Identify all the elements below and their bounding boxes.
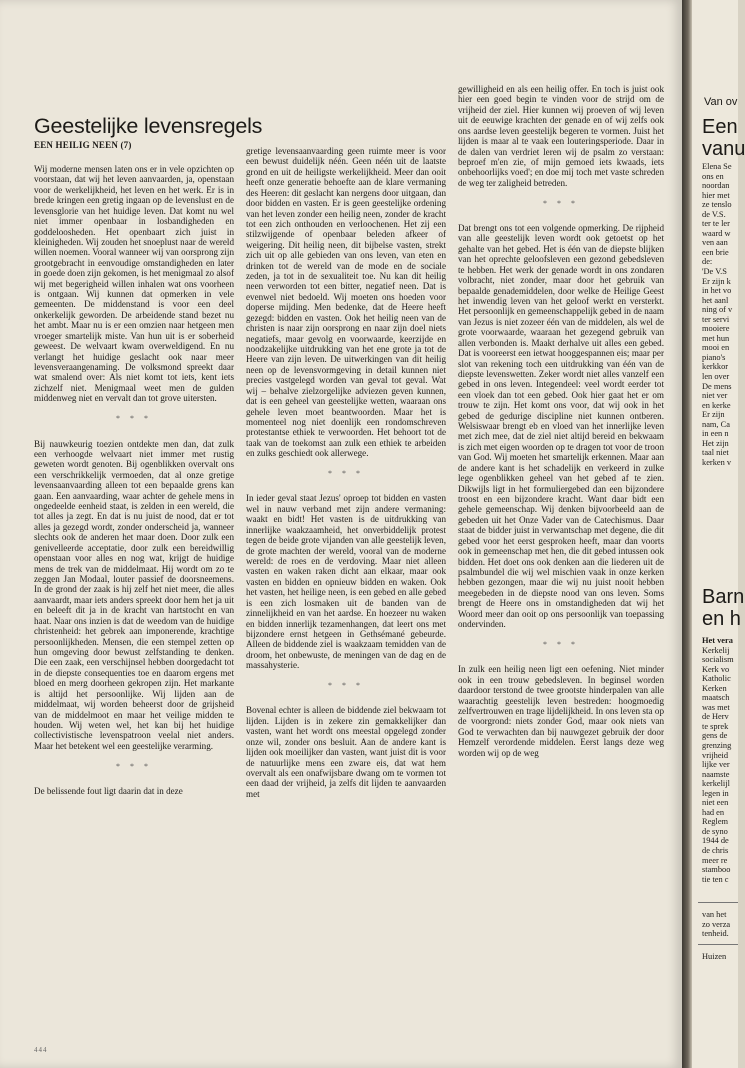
- line-fragment: Het zijn: [702, 438, 729, 448]
- line-fragment: vrijheid: [702, 750, 729, 760]
- line-fragment: het aanl: [702, 295, 729, 305]
- line-fragment: lijke ver: [702, 760, 730, 770]
- paragraph: gretige levensaanvaarding geen ruimte meer is voor een bewust duidelijk néén. Geen néén uit de laatste grond en uit de heiligste werkelijkheid. Meer dan ooit heeft onze generatie behoefte aan de klare vermaning des Heeren: dit geslacht kan nergens door uitgaan, dan door bidden en vasten. Er is geen geestelijke ordening van het leven zonder een heilig neen, zonder de kracht tot een zich onthouden en verloochenen. Het zij een stilzwijgende of openbaar beleden afkeer of weigering. Dit heilig neen, dit bijbelse vasten, strekt zich uit op alle gebieden van ons leven, van eten en drinken tot de wereld van de mode en de sociale zeden, ja tot in de sexualiteit toe. Nu kan dit heilig neen verworden tot een bitter, negatief neen. Dat is evenwel niet bedoeld. Wij moeten ons hoeden voor doperse mijding. Men bedenke, dat de Heere heeft gezegd: bidden en vasten. Ook het heilig neen van de christen is naar zijn oorsprong en naar zijn doel niets negatiefs, maar gevolg en voorwaarde, keerzijde en noodzakelijke uitdrukking van het ene grote ja tot de Heere van zijn leven. De uitwerkingen van dit heilig neen op de levensvormgeving in detail kunnen niet precies vastgelegd worden van geval tot geval. Wat wij – behalve zielzorgelijke adviezen geven kunnen, dat is een geheel van geestelijke wetten, waaraan ons gehele leven moet beantwoorden. Maar het is momenteel nog niet doenlijk een rondomschreven protestantse ethiek te verwoorden. Het behoort tot de taak van de toekomst aan zulk een ethiek te arbeiden en zulks geschiedt ook allerwege.: [246, 146, 446, 459]
- paragraph: Bovenal echter is alleen de biddende ziel bekwaam tot lijden. Lijden is in zekere zin gemakkelijker dan vasten, want het wordt ons meestal opgelegd zonder onze wil, zonder ons besluit. Aan de andere kant is lijden ook moeilijker dan vasten, want juist dit is voor de natuurlijke mens een zware eis, dat wat hem overvalt als een onafwijsbare dwang om te vormen tot een daad der vrijheid, ja zelfs dit lijden te aanvaarden met: [246, 705, 446, 799]
- line-fragment: ven aan: [702, 238, 728, 248]
- line-fragment: met hun: [702, 333, 730, 343]
- article-title: Geestelijke levensregels: [34, 114, 263, 138]
- line-fragment: de Herv: [702, 712, 729, 722]
- line-fragment: ze tenslo: [702, 200, 732, 210]
- line-fragment: meer re: [702, 855, 728, 865]
- line-fragment: naamste: [702, 769, 730, 779]
- line-fragment: tie ten c: [702, 874, 729, 884]
- line-fragment: 'De V.S: [702, 267, 727, 277]
- line-fragment: niet een: [702, 798, 729, 808]
- line-fragment: zo verza: [702, 919, 731, 929]
- line-fragment: Huizen: [702, 952, 727, 961]
- line-fragment: in het vo: [702, 286, 732, 296]
- paragraph: De belissende fout ligt daarin dat in deze: [34, 786, 183, 797]
- line-fragment: socialism: [702, 655, 734, 665]
- right-column-d: [702, 952, 726, 962]
- section-separator: * * *: [116, 414, 152, 424]
- book-gutter: [682, 0, 692, 1068]
- headline-line: Barn: [702, 586, 745, 608]
- headline-line: Een: [702, 116, 738, 138]
- line-fragment: hier met: [702, 190, 730, 200]
- line-fragment: Er zijn k: [702, 276, 731, 286]
- line-fragment: Elena Se: [702, 162, 732, 171]
- line-fragment: Het vera: [702, 636, 733, 645]
- article-subtitle: EEN HEILIG NEEN (7): [34, 140, 132, 150]
- section-separator: * * *: [116, 761, 152, 771]
- column-3: [458, 84, 664, 769]
- line-fragment: maatsch: [702, 693, 730, 703]
- section-separator: * * *: [328, 469, 364, 479]
- line-fragment: waard w: [702, 228, 731, 238]
- divider-rule: [698, 944, 738, 945]
- column-2: [246, 146, 446, 810]
- line-fragment: 1944 de: [702, 836, 729, 846]
- line-fragment: de syno: [702, 826, 728, 836]
- right-headline-1: [702, 116, 745, 160]
- right-column-b: [702, 636, 734, 884]
- line-fragment: Kerkelij: [702, 645, 730, 655]
- line-fragment: ter te ler: [702, 219, 730, 229]
- paragraph: Dat brengt ons tot een volgende opmerking. De rijpheid van alle geestelijk leven wordt ook getoetst op het gehalte van het gebed. Het is één van de diepste blijken van het oprechte geloofsleven een gezond gebedsleven te hebben. Het werk der genade wordt in ons zondaren volbracht, niet zonder, maar door het gebruik van bepaalde genademiddelen, door welke de Heilige Geest het inwendig leven van het geloof werkt en versterkt. Het persoonlijk en gemeenschappelijk gebed in de naam van Jezus is niet zozeer één van de middelen, als wel de grote voorwaarde, waaraan het gezegend gebruik van allen verbonden is. Maakt derhalve uit alles een gebed. Dat is vooreerst een ietwat hooggespannen eis; maar per slot van rekening toch een uitdrukking van één van de diepste levenswetten. Zeker wordt niet alles vanzelf een gebed in ons leven. Integendeel: veel wordt eerder tot een vloek dan tot een gebed. Ook hier gaat het er om trouw te zijn. Het komt ons voor, dat wij ook in het gebed de gedurige discipline niet kunnen ontberen. Welsiswaar brengt eb en vloed van het innerlijke leven met zich mee, dat de ziel niet altijd bereid en bekwaam is zich met eigen woorden op te dragen tot voor de troon van God. Wij moeten het smartelijk erkennen. Maar aan de andere kant is het schadelijk en verkeerd in zulke lege ogenblikken geheel van het gebed af te zien. Dikwijls ligt in het formuliergebed dan een bijzondere troost en een bijzondere kracht. Want daar bidt een gehele gemeenschap. Wij denken bijvoorbeeld aan de gebeden uit het Onze Vader van de Catechismus. Daar staat de bidder juist in verwantschap met degene, die dit gebed voor het eerst gesproken heeft, maar dan voorts ook in gemeenschap met hen, die dit gebed intussen ook bidden. Het doet ons ook denken aan die liederen uit de psalmbundel die wij wel mischien vaak in onze kerken hebben gezongen, maar die wij nu juist nooit hebben meegebeden in de diepste nood van ons leven. Soms brengt de Heere ons in omstandigheden dat wij het Woord meer dan ooit op ons persoonlijk van toepassing ondervinden.: [458, 223, 664, 630]
- line-fragment: piano's: [702, 352, 726, 362]
- line-fragment: nam, Ca: [702, 419, 730, 429]
- line-fragment: in een n: [702, 429, 729, 439]
- paragraph: In ieder geval staat Jezus' oproep tot bidden en vasten wel in nauw verband met zijn andere vermaning: waakt en bidt! Het vasten is de uitdrukking van innerlijke waakzaamheid, het onverbiddelijk protest tegen de beide grote vijanden van alle geestelijk leven, de grote machten der wereld, vooral van de moderne wereld: de roes en de verdoving. Maar niet alleen vasten en waken raken dicht aan elkaar, maar ook vasten en bidden en opnieuw bidden en waken. Ook het vasten, het heilige neen, is een gebed en alle gebed is een zich losmaken uit de banden van de zinnelijkheid en van het aardse. En hoezeer nu waken en bidden innerlijk tezamenhangen, dat leert ons met bijzondere ernst hetgeen in Gethsémané gebeurde. Alleen de biddende ziel is waakzaam temidden van de droom, het onbewuste, de meningen van de dag en de massahysterie.: [246, 493, 446, 671]
- line-fragment: een brie: [702, 247, 729, 257]
- line-fragment: de V.S.: [702, 209, 726, 219]
- line-fragment: stamboo: [702, 865, 731, 875]
- page-number: 444: [34, 1046, 48, 1054]
- section-label: Van ov: [704, 96, 738, 108]
- line-fragment: gens de: [702, 731, 728, 741]
- line-fragment: kerkelijl: [702, 779, 730, 789]
- line-fragment: De mens: [702, 381, 732, 391]
- line-fragment: ter servi: [702, 314, 730, 324]
- line-fragment: kerkkor: [702, 362, 729, 372]
- line-fragment: mooiere: [702, 324, 730, 334]
- line-fragment: taal niet: [702, 448, 729, 458]
- paragraph: Bij nauwkeurig toezien ontdekte men dan, dat zulk een verhoogde welvaart niet immer met rustig geweten wordt genoten. Bij ogenblikken overvalt ons een verschrikkelijk vermoeden, dat al onze gretige levensaanvaarding alleen tot een bepaalde grens kan gaan. Een aanvaarding, waar achter de gehele mens in ongedeelde eenheid staat, is zelden in een wereld, die tot alles ja zegt. En dat is nu juist de nood, dat er tot alles ja gezegd wordt, zonder onderscheid ja, wanneer slechts ook de anderen het maar doen. Door zulk een genivelleerde acceptatie, door zulk een bereidwillig openstaan voor alles en nog wat, krijgt de huidige mens de trek van de middelmaat. Hij wordt om zo te zeggen Jan Modaal, louter passief de doorsneemens. In de grond der zaak is hij zelf het niet meer, die alles aanvaardt, maar iets anders spreekt door hem het ja uit en beleeft dit ja in de kracht van hartstocht en van haat. Naar ons inzien is dat de weedom van de huidige christenheid: het gebrek aan imponerende, krachtige persoonlijkheden. Mensen, die een stempel zetten op hun omgeving door bewust zelfstanding te denken. Die een zaak, een verschijnsel hebben doorgedacht tot in de diepste consequenties toe en daarom ergens met bloed en merg doorheen gekropen zijn. Het markante is altijd het persoonlijke. Wij lijden aan de middelmaat, wij worden beheerst door de grijsheid van de middelmoot en maar het veilige midden te houden. Wij weten wel, het kan bij het huidige collectivistische levenspatroon veelal niet anders. Maar het betekent wel een geestelijke verarming.: [34, 438, 234, 751]
- line-fragment: Er zijn: [702, 410, 725, 420]
- right-page: [692, 0, 745, 1068]
- line-fragment: te sprek: [702, 721, 729, 731]
- line-fragment: Kerken: [702, 683, 727, 693]
- line-fragment: len over: [702, 372, 730, 382]
- line-fragment: van het: [702, 910, 727, 919]
- line-fragment: noordan: [702, 181, 730, 191]
- paragraph: Wij moderne mensen laten ons er in vele opzichten op voorstaan, dat wij het leven aanvaarden, ja, openstaan voor de werkelijkheid, het leven en het werk. Er is in brede kringen een gretig ingaan op de levenslust en de levensglorie van het huidige leven. Dat komt nu wel niet immer openbaar in losbandigheden en goddeloosheden. Het openbaart zich juist in kleinigheden. Wij zouden het snoeplust naar de wereld willen noemen. Vooral wanneer wij van oorsprong zijn grootgebracht in eenvoudige omstandigheden en later in goede doen zijn gekomen, is het menigmaal zo alsof wij met begerigheid willen inhalen wat ons voorheen is ontgaan. Wij kunnen dat opmerken in vele gemeenten. De middenstand is voor een deel onkerkelijk geworden. De arbeidende stand bezet nu het ambt. Maar nu is er een omzien naar hetgeen men vroeger smartelijk miste. Van hun uit is er soberheid geweest. De welvaart kwam overweldigend. En nu verlangt het huidige geslacht ook naar meer levensveraangenaming. De volksmond spreekt daar wat smalend over: Als niet komt tot iets, kent iets zichzelf niet. Menigmaal weet men de gulden middenweg niet en vervalt dan tot grove uitersten.: [34, 164, 235, 404]
- divider-rule: [698, 902, 738, 903]
- paragraph: In zulk een heilig neen ligt een oefening. Niet minder ook in een trouw gebedsleven. In beginsel worden daardoor terstond de twee grootste hinderpalen van alle waarachtig geestelijk leven bestreden: hoogmoedig zelfvertrouwen en trage lijdelijkheid. In ons leven sta op de voorgrond: niets zonder God, maar ook niets van God te verwachten dan bij nauwgezet gebruik der door Hemzelf verordende middelen. Eerst langs deze weg worden wij op de weg: [458, 664, 664, 758]
- line-fragment: ons en: [702, 171, 724, 181]
- line-fragment: en kerke: [702, 400, 731, 410]
- line-fragment: grenzing: [702, 741, 732, 751]
- line-fragment: legen in: [702, 788, 729, 798]
- line-fragment: ning of v: [702, 305, 733, 315]
- line-fragment: was met: [702, 702, 730, 712]
- headline-line: en h: [702, 608, 741, 630]
- section-separator: * * *: [328, 681, 364, 691]
- section-separator: * * *: [543, 639, 579, 649]
- right-column-c: [702, 910, 730, 939]
- right-headline-2: [702, 586, 744, 630]
- right-column-a: [702, 162, 732, 468]
- line-fragment: mooi en: [702, 343, 730, 353]
- headline-line: vanu: [702, 138, 745, 160]
- line-fragment: de:: [702, 257, 713, 267]
- line-fragment: had en: [702, 807, 725, 817]
- line-fragment: Katholic: [702, 674, 731, 684]
- line-fragment: Kerk vo: [702, 664, 730, 674]
- line-fragment: Reglem: [702, 817, 729, 827]
- line-fragment: niet ver: [702, 391, 728, 401]
- paragraph: gewilligheid en als een heilig offer. En toch is juist ook hier een goed begin te vinden voor de strijd om de vrijheid der ziel. Hier kunnen wij proeven of wij leven uit de eeuwige krachten der genade en of wij zelfs ook ons aardse leven geestelijk begeren te vormen. Juist het lijden is maar al te vaak een louteringsperiode. Daar in de dalen van verdriet leren wij de psalm zo verstaan: beproef m'en zie, of mijn gemoed iets kwaads, iets onbehoorlijks voed'; en doe mij toch met vaste schreden de weg ter zaligheid betreden.: [458, 84, 664, 188]
- line-fragment: de chris: [702, 846, 729, 856]
- line-fragment: tenheid.: [702, 929, 729, 939]
- section-separator: * * *: [543, 198, 579, 208]
- column-1: [34, 164, 234, 807]
- line-fragment: kerken v: [702, 457, 732, 467]
